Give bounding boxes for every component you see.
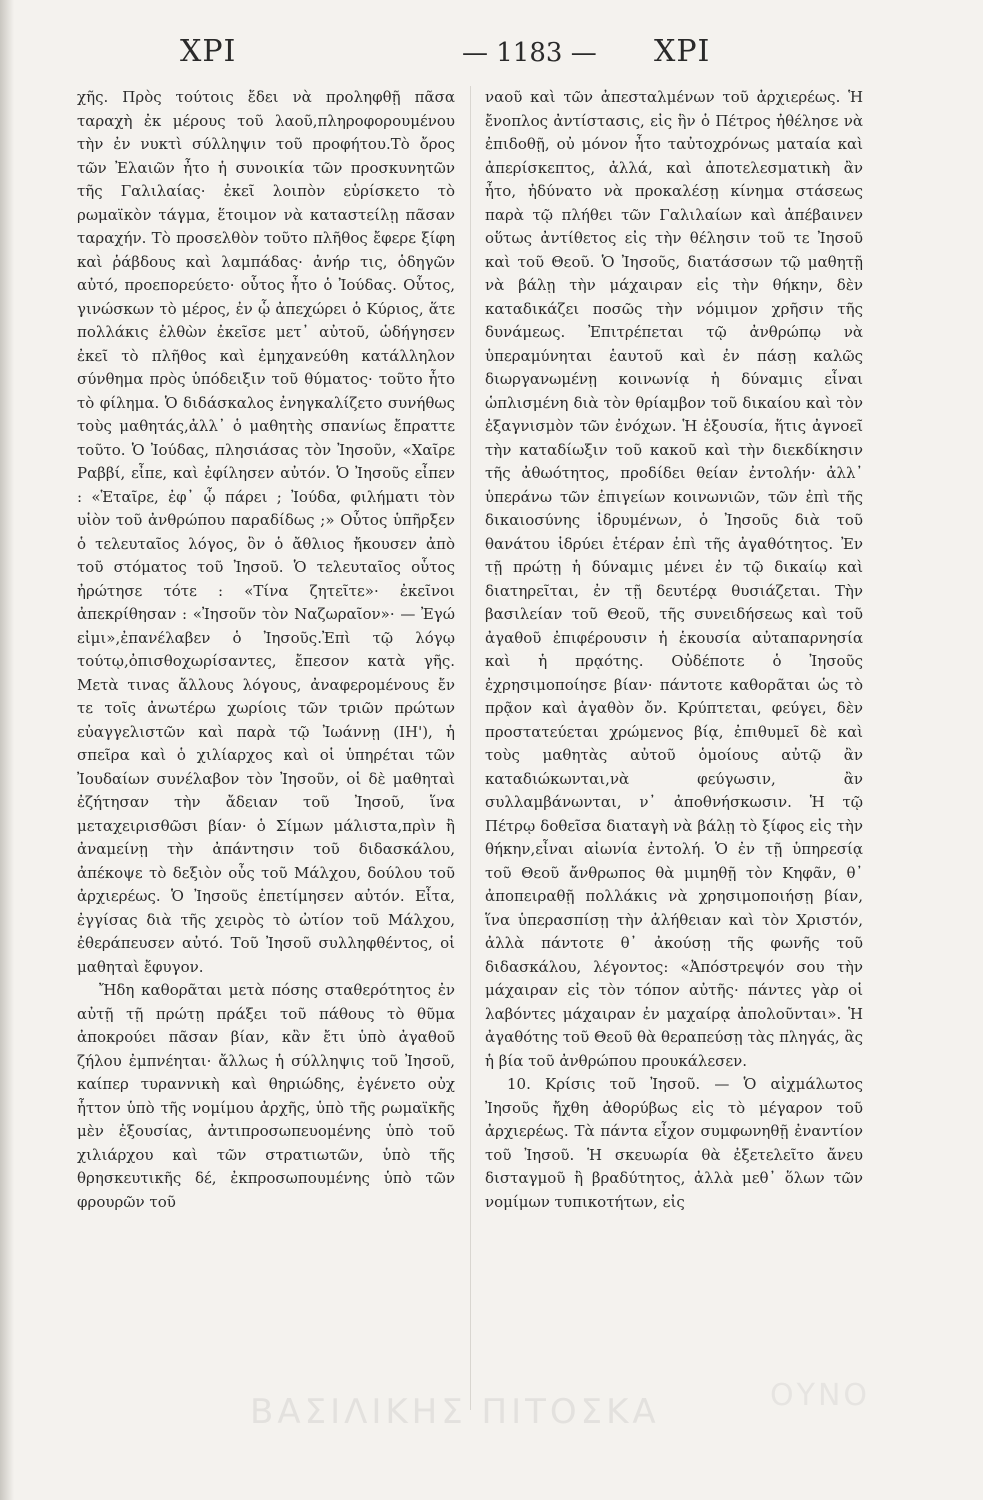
left-column [77, 86, 455, 1214]
paragraph: χῆς. Πρὸς τούτοις ἔδει νὰ προληφθῇ πᾶσα ταραχὴ ἐκ μέρους τοῦ λαοῦ,πληροφορουμένου τὴν ἐν νυκτὶ σύλληψιν τοῦ προφήτου.Τὸ ὄρος τῶν Ἐλαιῶν ἦτο ἡ συνοικία τῶν προσκυνητῶν τῆς Γαλιλαίας· ἐκεῖ λοιπὸν εὑρίσκετο τὸ ρωμαϊκὸν τάγμα, ἕτοιμον νὰ καταστείλῃ πᾶσαν ταραχήν. Τὸ προσελθὸν τοῦτο πλῆθος ἔφερε ξίφη καὶ ῥάβδους καὶ λαμπάδας· ἀνήρ τις, ὁδηγῶν αὐτό, προεπορεύετο· οὗτος ἦτο ὁ Ἰούδας. Οὗτος, γινώσκων τὸ μέρος, ἐν ᾧ ἀπεχώρει ὁ Κύριος, ἅτε πολλάκις ἐλθὼν ἐκεῖσε μετ᾽ αὐτοῦ, ὡδήγησεν ἐκεῖ τὸ πλῆθος καὶ ἐμηχανεύθη κατάλληλον σύνθημα πρὸς ὑπόδειξιν τοῦ θύματος· τοῦτο ἦτο τὸ φίλημα. Ὁ διδάσκαλος ἐνηγκαλίζετο συνήθως τοὺς μαθητάς,ἀλλ᾽ ὁ μαθητὴς σπανίως ἔπραττε τοῦτο. Ὁ Ἰούδας, πλησιάσας τὸν Ἰησοῦν, «Χαῖρε Ραββί, εἶπε, καὶ ἐφίλησεν αὐτόν. Ὁ Ἰησοῦς εἶπεν : «Ἑταῖρε, ἐφ᾽ ᾧ πάρει ; Ἰούδα, φιλήματι τὸν υἱὸν τοῦ ἀνθρώπου παραδίδως ;» Οὗτος ὑπῆρξεν ὁ τελευταῖος λόγος, ὃν ὁ ἄθλιος ἤκουσεν ἀπὸ τοῦ στόματος τοῦ Ἰησοῦ. Ὁ τελευταῖος οὗτος ἠρώτησε τότε : «Τίνα ζητεῖτε»· ἐκεῖνοι ἀπεκρίθησαν : «Ἰησοῦν τὸν Ναζωραῖον»· — Ἐγώ εἰμι»,ἐπανέλαβεν ὁ Ἰησοῦς.Ἐπὶ τῷ λόγῳ τούτῳ,ὀπισθοχωρίσαντες, ἔπεσον κατὰ γῆς. Μετὰ τινας ἄλλους λόγους, ἀναφερομένους ἔν τε τοῖς ἀνωτέρω χωρίοις τῶν τριῶν πρώτων εὐαγγελιστῶν καὶ παρὰ τῷ Ἰωάννῃ (ΙΗ'), ἡ σπεῖρα καὶ ὁ χιλίαρχος καὶ οἱ ὑπηρέται τῶν Ἰουδαίων συνέλαβον τὸν Ἰησοῦν, οἱ δὲ μαθηταὶ ἐζήτησαν τὴν ἄδειαν τοῦ Ἰησοῦ, ἵνα μεταχειρισθῶσι βίαν· ὁ Σίμων μάλιστα,πρὶν ἢ ἀναμείνῃ τὴν ἀπάντησιν τοῦ διδασκάλου, ἀπέκοψε τὸ δεξιὸν οὖς τοῦ Μάλχου, δούλου τοῦ ἀρχιερέως. Ὁ Ἰησοῦς ἐπετίμησεν αὐτόν. Εἶτα, ἐγγίσας διὰ τῆς χειρὸς τὸ ὠτίον τοῦ Μάλχου, ἐθεράπευσεν αὐτό. Τοῦ Ἰησοῦ συλληφθέντος, οἱ μαθηταὶ ἔφυγον. [77, 88, 455, 976]
running-header [70, 34, 923, 74]
header-right-keyword: ΧΡΙ [654, 34, 711, 69]
header-left-keyword: ΧΡΙ [180, 34, 237, 69]
right-column [485, 86, 863, 1214]
page-number: — 1183 — [462, 38, 597, 68]
column-divider [470, 86, 471, 1410]
library-watermark-fragment: ΟΥΝΟ [770, 1378, 870, 1413]
paragraph: ναοῦ καὶ τῶν ἀπεσταλμένων τοῦ ἀρχιερέως. Ἡ ἔνοπλος ἀντίστασις, εἰς ἣν ὁ Πέτρος ἠθέλησε νὰ ἐπιδοθῇ, οὐ μόνον ἦτο ταὐτοχρόνως ματαία καὶ ἀπερίσκεπτος, ἀλλά, καὶ ἀποτελεσματικὴ ἂν ἦτο, ἠδύνατο νὰ προκαλέσῃ κίνημα στάσεως παρὰ τῷ πλήθει τῶν Γαλιλαίων καὶ ἀπέβαινεν οὕτως ἀντίθετος εἰς τὴν θέλησιν τοῦ τε Ἰησοῦ καὶ τοῦ Θεοῦ. Ὁ Ἰησοῦς, διατάσσων τῷ μαθητῇ νὰ βάλῃ τὴν μάχαιραν εἰς τὴν θήκην, δὲν καταδικάζει ποσῶς τὴν νόμιμον χρῆσιν τῆς δυνάμεως. Ἐπιτρέπεται τῷ ἀνθρώπῳ νὰ ὑπεραμύνηται ἑαυτοῦ καὶ ἐν πάσῃ καλῶς διωργανωμένῃ κοινωνίᾳ ἡ δύναμις εἶναι ὡπλισμένη διὰ τὸν θρίαμβον τοῦ δικαίου καὶ τὸν ἐξαγνισμὸν τῶν ἐνόχων. Ἡ ἐξουσία, ἥτις ἀγνοεῖ τὴν καταδίωξιν τοῦ κακοῦ καὶ τὴν διεκδίκησιν τῆς ἀθωότητος, προδίδει θείαν ἐντολήν· ἀλλ᾽ ὑπεράνω τῶν ἐπιγείων κοινωνιῶν, τῶν ἐπὶ τῆς δικαιοσύνης ἱδρυμένων, ὁ Ἰησοῦς διὰ τοῦ θανάτου ἱδρύει ἑτέραν ἐπὶ τῆς ἀγαθότητος. Ἐν τῇ πρώτῃ ἡ δύναμις μένει ἐν τῷ δικαίῳ καὶ διατηρεῖται, ἐν τῇ δευτέρᾳ θυσιάζεται. Τὴν βασιλείαν τοῦ Θεοῦ, τῆς συνειδήσεως καὶ τοῦ ἀγαθοῦ ἐπιφέρουσιν ἡ ἑκουσία αὐταπαρνησία καὶ ἡ πρᾳότης. Οὐδέποτε ὁ Ἰησοῦς ἐχρησιμοποίησε βίαν· πάντοτε καθορᾶται ὡς τὸ πρᾷον καὶ ἀγαθὸν ὄν. Κρύπτεται, φεύγει, δὲν προστατεύεται χρώμενος βίᾳ, ἐπιθυμεῖ δὲ καὶ τοὺς μαθητὰς αὐτοῦ ὁμοίους αὐτῷ ἂν καταδιώκωνται,νὰ φεύγωσιν, ἂν συλλαμβάνωνται, ν᾽ ἀποθνήσκωσιν. Ἡ τῷ Πέτρῳ δοθεῖσα διαταγὴ νὰ βάλῃ τὸ ξίφος εἰς τὴν θήκην,εἶναι αἰωνία ἐντολή. Ὁ ἐν τῇ ὑπηρεσίᾳ τοῦ Θεοῦ ἄνθρωπος θὰ μιμηθῇ τὸν Κηφᾶν, θ᾽ ἀποπειραθῇ πολλάκις νὰ χρησιμοποιήσῃ βίαν, ἵνα ὑπερασπίσῃ τὴν ἀλήθειαν καὶ τὸν Χριστόν, ἀλλὰ πάντοτε θ᾽ ἀκούσῃ τῆς φωνῆς τοῦ διδασκάλου, λέγοντος: «Ἀπόστρεψόν σου τὴν μάχαιραν εἰς τὸν τόπον αὐτῆς· πάντες γὰρ οἱ λαβόντες μάχαιραν ἐν μαχαίρᾳ ἀπολοῦνται». Ἡ ἀγαθότης τοῦ Θεοῦ θὰ θεραπεύσῃ τὰς πληγάς, ἃς ἡ βία τοῦ ἀνθρώπου προυκάλεσεν. [485, 88, 863, 1070]
library-watermark: ΒΑΣΙΛΙΚΗΣ ΠΙΤΟΣΚΑ [250, 1392, 660, 1432]
paragraph: Ἤδη καθορᾶται μετὰ πόσης σταθερότητος ἐν αὐτῇ τῇ πρώτῃ πράξει τοῦ πάθους τὸ θῦμα ἀποκρούει πᾶσαν βίαν, κἂν ἔτι ὑπὸ ἀγαθοῦ ζήλου ἐμπνέηται· ἄλλως ἡ σύλληψις τοῦ Ἰησοῦ, καίπερ τυραννικὴ καὶ θηριώδης, ἐγένετο οὐχ ἧττον ὑπὸ τῆς νομίμου ἀρχῆς, ὑπὸ τῆς ρωμαϊκῆς μὲν ἐξουσίας, ἀντιπροσωπευομένης ὑπὸ τοῦ χιλιάρχου καὶ τῶν στρατιωτῶν, ὑπὸ τῆς θρησκευτικῆς δέ, ἐκπροσωπουμένης ὑπὸ τῶν φρουρῶν τοῦ [77, 981, 455, 1211]
paragraph: 10. Κρίσις τοῦ Ἰησοῦ. — Ὁ αἰχμάλωτος Ἰησοῦς ἤχθη ἀθορύβως εἰς τὸ μέγαρον τοῦ ἀρχιερέως. Τὰ πάντα εἶχον συμφωνηθῇ ἐναντίον τοῦ Ἰησοῦ. Ἡ σκευωρία θὰ ἐξετελεῖτο ἄνευ δισταγμοῦ ἢ βραδύτητος, ἀλλὰ μεθ᾽ ὅλων τῶν νομίμων τυπικοτήτων, εἰς [485, 1075, 863, 1211]
